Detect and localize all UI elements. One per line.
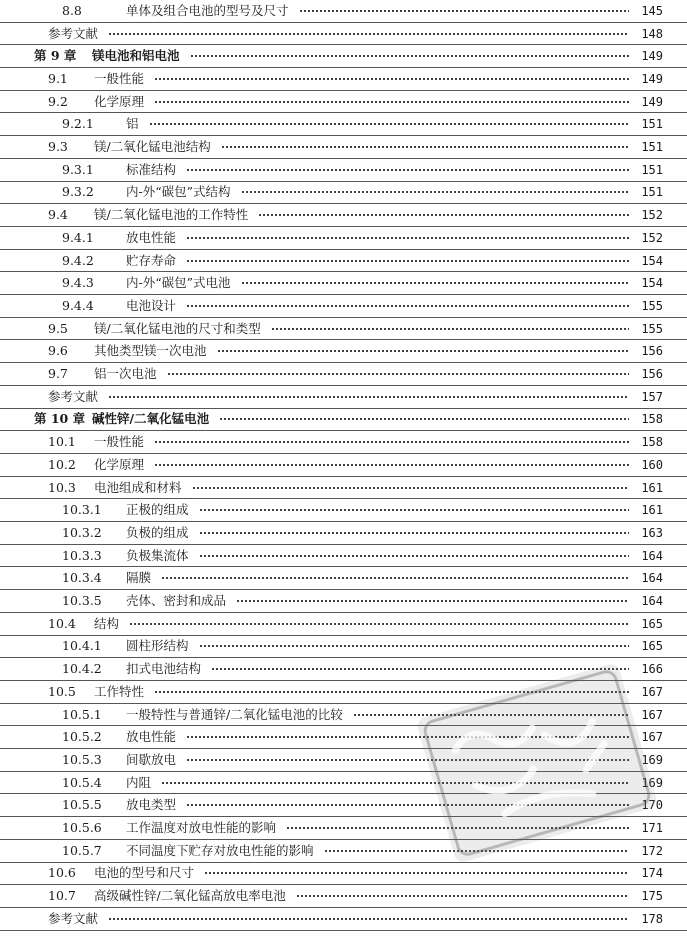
toc-entry-lead (0, 708, 635, 722)
toc-page-number: 172 (641, 843, 663, 858)
toc-entry-title: 参考文献 (48, 911, 99, 926)
dot-leader (154, 435, 629, 449)
dot-leader (199, 549, 629, 563)
dot-leader (236, 594, 629, 608)
toc-entry-title: 负极集流体 (126, 548, 189, 563)
dot-leader (192, 481, 629, 495)
toc-row (0, 726, 687, 749)
toc-entry-number: 9.3.2 (62, 185, 94, 200)
toc-entry-lead (0, 344, 635, 358)
dot-leader (167, 367, 629, 381)
toc-row (0, 159, 687, 182)
toc-row (0, 772, 687, 795)
toc-entry-title: 扣式电池结构 (126, 662, 202, 677)
toc-entry-lead (0, 866, 635, 880)
toc-entry-lead (0, 27, 635, 41)
toc-page-number: 156 (641, 344, 663, 359)
toc-entry-number: 10.3.5 (62, 594, 102, 609)
toc-entry-lead (0, 412, 635, 426)
dot-leader (108, 912, 629, 926)
dot-leader (296, 889, 629, 903)
toc-entry-number: 9.4.2 (62, 253, 94, 268)
dot-leader (199, 526, 629, 540)
toc-entry-lead (0, 185, 635, 199)
toc-row (0, 545, 687, 568)
toc-entry-title: 放电类型 (126, 798, 177, 813)
toc-entry-number: 第 9 章 (34, 49, 77, 64)
toc-entry-lead (0, 140, 635, 154)
toc-entry-number: 10.6 (48, 866, 76, 881)
toc-page-number: 151 (641, 185, 663, 200)
toc-row (0, 817, 687, 840)
toc-row (0, 477, 687, 500)
toc-entry-number: 10.1 (48, 435, 76, 450)
toc-row (0, 749, 687, 772)
toc-entry-lead (0, 730, 635, 744)
toc-page-number: 149 (641, 49, 663, 64)
toc-entry-number: 10.3.4 (62, 571, 102, 586)
dot-leader (108, 27, 629, 41)
toc-entry-title: 隔膜 (126, 571, 152, 586)
toc-page-number: 152 (641, 230, 663, 245)
toc-row (0, 885, 687, 908)
toc-entry-lead (0, 912, 635, 926)
toc-page-number: 165 (641, 616, 663, 631)
toc-page-number: 149 (641, 94, 663, 109)
dot-leader (154, 458, 629, 472)
toc-page-number: 164 (641, 571, 663, 586)
toc-page-number: 170 (641, 798, 663, 813)
toc-row (0, 0, 687, 23)
toc-page-number: 148 (641, 26, 663, 41)
toc-entry-lead (0, 798, 635, 812)
toc-row (0, 227, 687, 250)
toc-page-number: 151 (641, 162, 663, 177)
toc-row (0, 341, 687, 364)
toc-page-number: 154 (641, 276, 663, 291)
dot-leader (186, 730, 629, 744)
toc-entry-number: 10.4.2 (62, 662, 102, 677)
toc-page-number: 167 (641, 684, 663, 699)
toc-entry-title: 镁/二氧化锰电池结构 (94, 140, 211, 155)
dot-leader (353, 708, 629, 722)
dot-leader (299, 4, 629, 18)
toc-entry-lead (0, 662, 635, 676)
toc-entry-lead (0, 639, 635, 653)
toc-entry-title: 电池的型号和尺寸 (94, 866, 195, 881)
toc-entry-lead (0, 776, 635, 790)
toc-row (0, 658, 687, 681)
dot-leader (219, 412, 629, 426)
toc-page-number: 155 (641, 321, 663, 336)
toc-page-number: 175 (641, 889, 663, 904)
toc-entry-lead (0, 435, 635, 449)
toc-page-number: 164 (641, 594, 663, 609)
toc-entry-title: 参考文献 (48, 26, 99, 41)
toc-entry-title: 一般特性与普通锌/二氧化锰电池的比较 (126, 707, 343, 722)
dot-leader (211, 662, 629, 676)
toc-entry-number: 9.1 (48, 71, 68, 86)
toc-page-number: 155 (641, 298, 663, 313)
toc-page-number: 164 (641, 548, 663, 563)
toc-entry-number: 9.2 (48, 94, 68, 109)
toc-row (0, 795, 687, 818)
toc-entry-title: 碱性锌/二氧化锰电池 (92, 412, 210, 427)
toc-entry-lead (0, 72, 635, 86)
toc-entry-lead (0, 95, 635, 109)
dot-leader (241, 276, 629, 290)
toc-entry-number: 8.8 (62, 3, 82, 18)
toc-page-number: 178 (641, 911, 663, 926)
toc-entry-number: 10.5.6 (62, 821, 102, 836)
toc-entry-lead (0, 163, 635, 177)
toc-entry-lead (0, 481, 635, 495)
toc-entry-number: 10.3.2 (62, 525, 102, 540)
dot-leader (204, 866, 629, 880)
toc-entry-title: 工作特性 (94, 684, 145, 699)
toc-entry-number: 10.5.5 (62, 798, 102, 813)
toc-entry-title: 放电性能 (126, 730, 177, 745)
dot-leader (186, 798, 629, 812)
toc-entry-title: 镁/二氧化锰电池的尺寸和类型 (94, 321, 261, 336)
toc-entry-lead (0, 685, 635, 699)
dot-leader (186, 753, 629, 767)
toc-entry-title: 化学原理 (94, 94, 145, 109)
toc-entry-title: 正极的组成 (126, 503, 189, 518)
toc-entry-lead (0, 299, 635, 313)
dot-leader (154, 685, 629, 699)
toc-row (0, 908, 687, 931)
toc-row (0, 704, 687, 727)
toc-entry-title: 单体及组合电池的型号及尺寸 (126, 3, 289, 18)
toc-entry-number: 10.3 (48, 480, 76, 495)
dot-leader (108, 390, 629, 404)
dot-leader (286, 821, 629, 835)
toc-entry-lead (0, 117, 635, 131)
toc-entry-title: 内-外“碳包”式结构 (126, 185, 231, 200)
toc-entry-number: 10.5.1 (62, 707, 102, 722)
toc-row (0, 23, 687, 46)
toc-page-number: 145 (641, 3, 663, 18)
toc-page-number: 156 (641, 367, 663, 382)
toc-row (0, 840, 687, 863)
toc-entry-lead (0, 821, 635, 835)
toc-entry-title: 电池组成和材料 (94, 480, 182, 495)
toc-row (0, 636, 687, 659)
toc-entry-number: 9.3.1 (62, 162, 94, 177)
dot-leader (199, 639, 629, 653)
toc-entry-number: 9.7 (48, 367, 68, 382)
dot-leader (190, 49, 629, 63)
toc-entry-number: 9.2.1 (62, 117, 94, 132)
dot-leader (149, 117, 629, 131)
toc-entry-lead (0, 753, 635, 767)
toc-chapter-row (0, 45, 687, 68)
toc-row (0, 499, 687, 522)
toc-page-number: 154 (641, 253, 663, 268)
toc-entry-title: 壳体、密封和成品 (126, 594, 227, 609)
toc-entry-number: 9.5 (48, 321, 68, 336)
dot-leader (154, 72, 629, 86)
toc-entry-lead (0, 231, 635, 245)
toc-entry-title: 结构 (94, 616, 120, 631)
toc-page-number: 151 (641, 117, 663, 132)
toc-entry-lead (0, 367, 635, 381)
toc-page-number: 166 (641, 662, 663, 677)
toc-entry-lead (0, 549, 635, 563)
dot-leader (186, 163, 629, 177)
toc-entry-lead (0, 390, 635, 404)
toc-page-number: 161 (641, 503, 663, 518)
toc-page-number: 174 (641, 866, 663, 881)
toc-entry-number: 9.4.4 (62, 298, 94, 313)
toc-entry-lead (0, 49, 635, 63)
toc-entry-number: 第 10 章 (34, 412, 86, 427)
toc-page-number: 163 (641, 525, 663, 540)
toc-entry-lead (0, 458, 635, 472)
toc-entry-number: 9.4 (48, 208, 68, 223)
toc-row (0, 454, 687, 477)
toc-entry-title: 圆柱形结构 (126, 639, 189, 654)
toc-row (0, 68, 687, 91)
toc-entry-title: 间歇放电 (126, 752, 177, 767)
toc-entry-title: 标准结构 (126, 162, 177, 177)
toc-row (0, 522, 687, 545)
toc-entry-number: 10.5.7 (62, 843, 102, 858)
toc-entry-lead (0, 276, 635, 290)
toc-row (0, 318, 687, 341)
toc-entry-number: 9.6 (48, 344, 68, 359)
dot-leader (161, 571, 629, 585)
toc-chapter-row (0, 409, 687, 432)
dot-leader (154, 95, 629, 109)
toc-entry-title: 贮存寿命 (126, 253, 177, 268)
dot-leader (161, 776, 629, 790)
dot-leader (186, 231, 629, 245)
toc-page-number: 167 (641, 707, 663, 722)
toc-entry-lead (0, 503, 635, 517)
dot-leader (186, 254, 629, 268)
toc-entry-lead (0, 322, 635, 336)
toc-entry-lead (0, 254, 635, 268)
toc-row (0, 91, 687, 114)
toc-row (0, 114, 687, 137)
toc-row (0, 681, 687, 704)
toc-page-number: 149 (641, 71, 663, 86)
toc-entry-title: 镁/二氧化锰电池的工作特性 (94, 208, 249, 223)
toc-row (0, 295, 687, 318)
toc-row (0, 590, 687, 613)
toc-page-number: 160 (641, 457, 663, 472)
toc-row (0, 272, 687, 295)
toc-entry-title: 铝 (126, 117, 139, 132)
toc-entry-number: 10.7 (48, 889, 76, 904)
toc-entry-number: 10.5.2 (62, 730, 102, 745)
toc-entry-title: 其他类型镁一次电池 (94, 344, 207, 359)
toc-entry-number: 10.3.3 (62, 548, 102, 563)
toc-page-number: 158 (641, 435, 663, 450)
toc-entry-number: 10.4.1 (62, 639, 102, 654)
toc-page-number: 152 (641, 208, 663, 223)
toc-page-number: 157 (641, 389, 663, 404)
toc-row (0, 363, 687, 386)
toc-entry-title: 内-外“碳包”式电池 (126, 276, 231, 291)
toc-entry-number: 10.5.4 (62, 775, 102, 790)
dot-leader (186, 299, 629, 313)
toc-entry-title: 不同温度下贮存对放电性能的影响 (126, 843, 314, 858)
dot-leader (129, 617, 629, 631)
toc-entry-lead (0, 526, 635, 540)
toc-entry-lead (0, 4, 635, 18)
toc-entry-title: 工作温度对放电性能的影响 (126, 821, 277, 836)
toc-entry-title: 内阻 (126, 775, 152, 790)
toc-entry-title: 电池设计 (126, 298, 177, 313)
toc-entry-title: 镁电池和铝电池 (92, 49, 180, 64)
toc-entry-number: 10.5.3 (62, 752, 102, 767)
toc-row (0, 204, 687, 227)
toc-row (0, 613, 687, 636)
toc-page-number: 169 (641, 752, 663, 767)
toc-entry-lead (0, 571, 635, 585)
toc-entry-title: 一般性能 (94, 71, 145, 86)
toc-entry-number: 9.4.3 (62, 276, 94, 291)
toc-entry-title: 放电性能 (126, 230, 177, 245)
toc-entry-title: 铝一次电池 (94, 367, 157, 382)
toc-page-number: 167 (641, 730, 663, 745)
toc-page-number: 158 (641, 412, 663, 427)
dot-leader (199, 503, 629, 517)
toc-entry-lead (0, 617, 635, 631)
toc-row (0, 863, 687, 886)
dot-leader (271, 322, 629, 336)
toc-entry-lead (0, 208, 635, 222)
toc-entry-title: 负极的组成 (126, 525, 189, 540)
toc-page-number: 151 (641, 140, 663, 155)
toc-entry-title: 化学原理 (94, 457, 145, 472)
toc-entry-title: 高级碱性锌/二氧化锰高放电率电池 (94, 889, 286, 904)
toc-row (0, 431, 687, 454)
toc-row (0, 136, 687, 159)
toc-row (0, 386, 687, 409)
toc-page-number: 165 (641, 639, 663, 654)
toc-row (0, 250, 687, 273)
dot-leader (217, 344, 629, 358)
toc-entry-title: 一般性能 (94, 435, 145, 450)
toc-page-number: 161 (641, 480, 663, 495)
toc-entry-number: 10.3.1 (62, 503, 102, 518)
toc-entry-number: 10.5 (48, 684, 76, 699)
toc-entry-lead (0, 844, 635, 858)
toc-page-number: 171 (641, 821, 663, 836)
dot-leader (241, 185, 629, 199)
dot-leader (324, 844, 629, 858)
toc-entry-lead (0, 594, 635, 608)
toc-entry-number: 10.4 (48, 616, 76, 631)
dot-leader (221, 140, 629, 154)
toc-entry-number: 9.4.1 (62, 230, 94, 245)
toc-page-number: 169 (641, 775, 663, 790)
toc-entry-title: 参考文献 (48, 389, 99, 404)
toc-row (0, 182, 687, 205)
toc-entry-lead (0, 889, 635, 903)
dot-leader (258, 208, 629, 222)
toc-entry-number: 9.3 (48, 140, 68, 155)
toc-row (0, 568, 687, 591)
toc-entry-number: 10.2 (48, 457, 76, 472)
